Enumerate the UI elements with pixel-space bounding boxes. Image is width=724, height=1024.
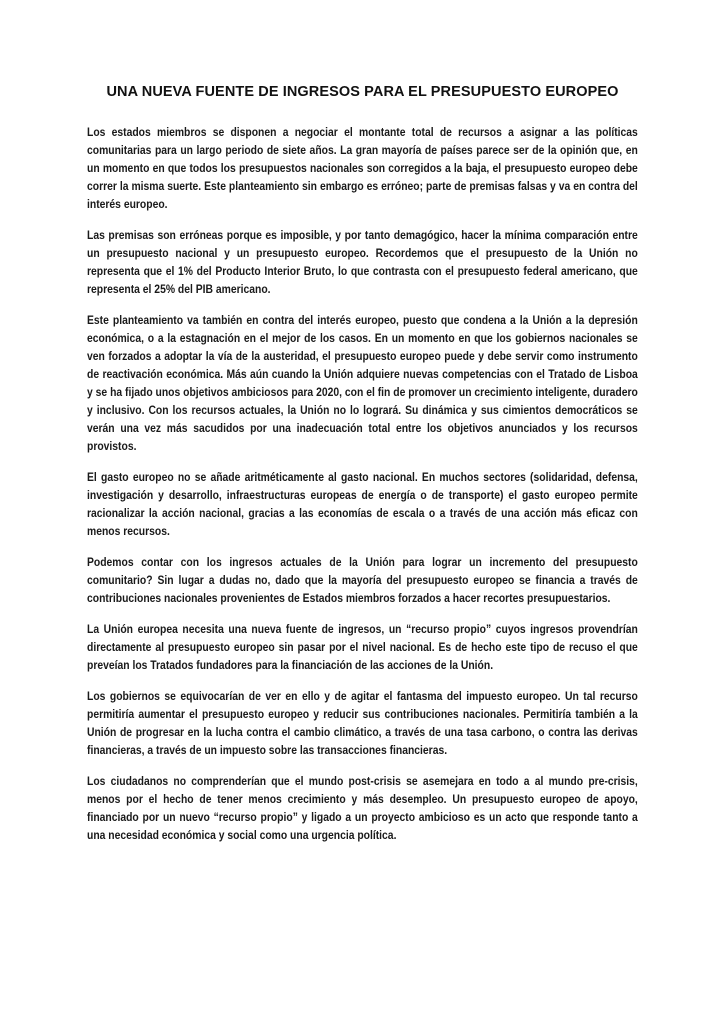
paragraph-5: Podemos contar con los ingresos actuales de la Unión para lograr un incremento del presupuesto comunitario? Sin lugar a dudas no, dado que la mayoría del presupuesto europeo se financia a través de contribuciones nacionales provenientes de Estados miembros forzados a hacer recortes presupuestarios. — [87, 557, 638, 605]
paragraph-1: Los estados miembros se disponen a negociar el montante total de recursos a asignar a las políticas comunitarias para un largo periodo de siete años. La gran mayoría de países parece ser de la opinión que, en un momento en que todos los presupuestos nacionales son corregidos a la baja, el presupuesto europeo debe correr la misma suerte. Este planteamiento sin embargo es erróneo; parte de premisas falsas y va en contra del interés europeo. — [87, 127, 638, 211]
paragraph-7: Los gobiernos se equivocarían de ver en ello y de agitar el fantasma del impuesto europeo. Un tal recurso permitiría aumentar el presupuesto europeo y reducir sus contribuciones nacionales. Permitiría también a la Unión de progresar en la lucha contra el cambio climático, a través de una tasa carbono, o contra las derivas financieras, a través de un impuesto sobre las transacciones financieras. — [87, 691, 638, 757]
paragraph-8: Los ciudadanos no comprenderían que el mundo post-crisis se asemejara en todo a al mundo pre-crisis, menos por el hecho de tener menos crecimiento y más desempleo. Un presupuesto europeo de apoyo, financiado por un nuevo “recurso propio” y ligado a un proyecto ambicioso es un acto que responde tanto a una necesidad económica y social como una urgencia política. — [87, 776, 638, 842]
paragraph-4: El gasto europeo no se añade aritméticamente al gasto nacional. En muchos sectores (solidaridad, defensa, investigación y desarrollo, infraestructuras europeas de energía o de transporte) el gasto europeo permite racionalizar la acción nacional, gracias a las economías de escala o a través de una acción más eficaz con menos recursos. — [87, 472, 638, 538]
paragraph-2: Las premisas son erróneas porque es imposible, y por tanto demagógico, hacer la mínima comparación entre un presupuesto nacional y un presupuesto europeo. Recordemos que el presupuesto de la Unión no representa que el 1% del Producto Interior Bruto, lo que contrasta con el presupuesto federal americano, que representa el 25% del PIB americano. — [87, 230, 638, 296]
document-title: UNA NUEVA FUENTE DE INGRESOS PARA EL PRESUPUESTO EUROPEO — [106, 84, 619, 100]
paragraph-3: Este planteamiento va también en contra del interés europeo, puesto que condena a la Unión a la depresión económica, o a la estagnación en el mejor de los casos. En un momento en que los gobiernos nacionales se ven forzados a adoptar la vía de la austeridad, el presupuesto europeo puede y debe servir como instrumento de reactivación económica. Más aún cuando la Unión adquiere nuevas competencias con el Tratado de Lisboa y se ha fijado unos objetivos ambiciosos para 2020, con el fin de promover un crecimiento inteligente, duradero y inclusivo. Con los recursos actuales, la Unión no lo logrará. Su dinámica y sus cimientos democráticos se verán una vez más sacudidos por una inadecuación total entre los objetivos anunciados y los recursos provistos. — [87, 315, 638, 453]
paragraph-6: La Unión europea necesita una nueva fuente de ingresos, un “recurso propio” cuyos ingresos provendrían directamente al presupuesto europeo sin pasar por el nivel nacional. Es de hecho este tipo de recuso el que preveían los Tratados fundadores para la financiación de las acciones de la Unión. — [87, 624, 638, 672]
